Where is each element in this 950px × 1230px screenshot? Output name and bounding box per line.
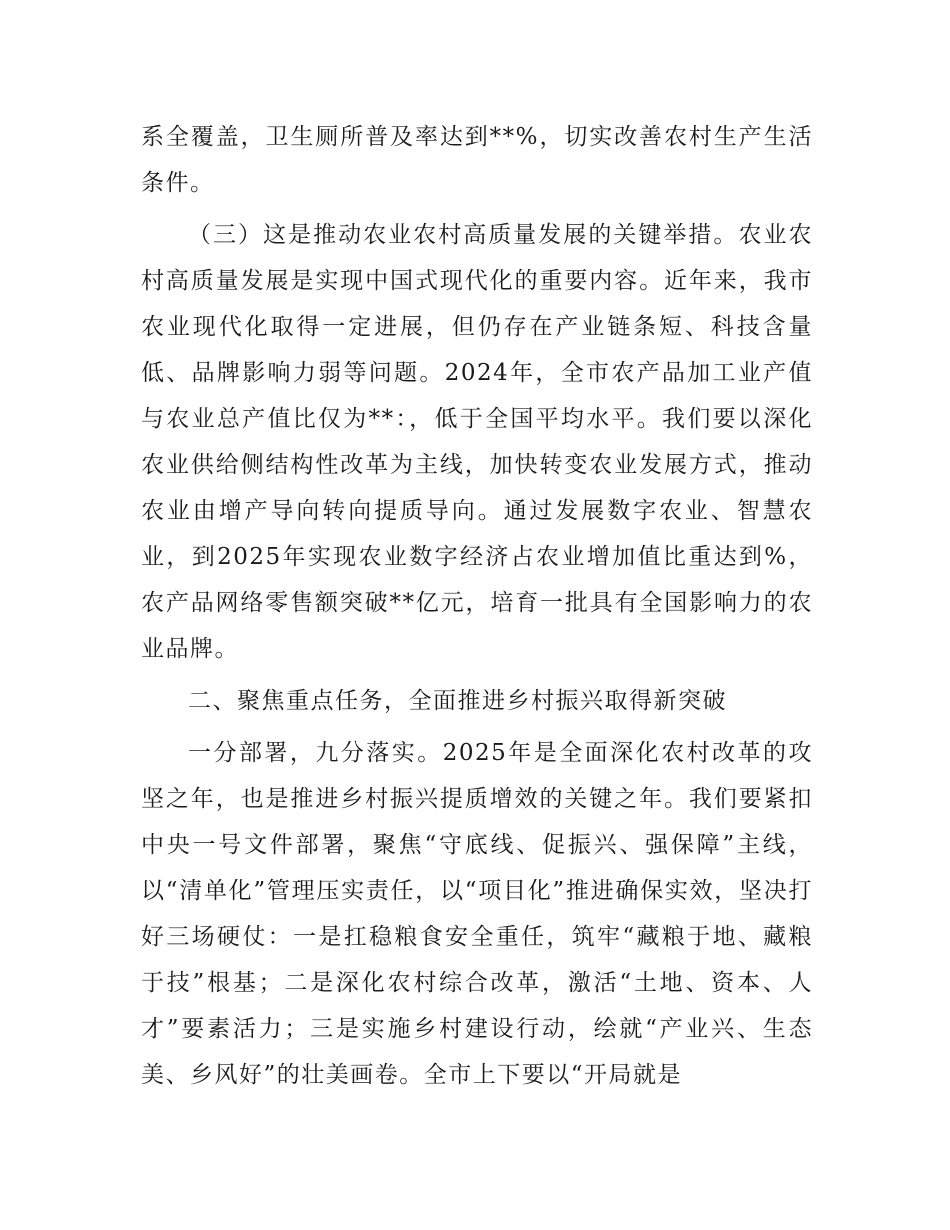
section-heading-2: 二、聚焦重点任务，全面推进乡村振兴取得新突破: [188, 688, 727, 714]
document-body: [141, 114, 813, 1104]
paragraph-continuation: 系全覆盖，卫生厕所普及率达到**%，切实改善农村生产生活条件。: [141, 124, 813, 196]
paragraph-section-3: （三）这是推动农业农村高质量发展的关键举措。农业农村高质量发展是实现中国式现代化的重要内容。近年来，我市农业现代化取得一定进展，但仍存在产业链条短、科技含量低、品牌影响力弱等问题。2024年，全市农产品加工业产值与农业总产值比仅为**：，低于全国平均水平。我们要以深化农业供给侧结构性改革为主线，加快转变农业发展方式，推动农业由增产导向转向提质导向。通过发展数字农业、智慧农业，到2025年实现农业数字经济占农业增加值比重达到%，农产品网络零售额突破**亿元，培育一批具有全国影响力的农业品牌。: [141, 222, 813, 662]
paragraph-body-2: 一分部署，九分落实。2025年是全面深化农村改革的攻坚之年，也是推进乡村振兴提质增效的关键之年。我们要紧扣中央一号文件部署，聚焦“守底线、促振兴、强保障”主线，以“清单化”管理压实责任，以“项目化”推进确保实效，坚决打好三场硬仗：一是扛稳粮食安全重任，筑牢“藏粮于地、藏粮于技”根基；二是深化农村综合改革，激活“土地、资本、人才”要素活力；三是实施乡村建设行动，绘就“产业兴、生态美、乡风好”的壮美画卷。全市上下要以“开局就是: [141, 740, 813, 1088]
